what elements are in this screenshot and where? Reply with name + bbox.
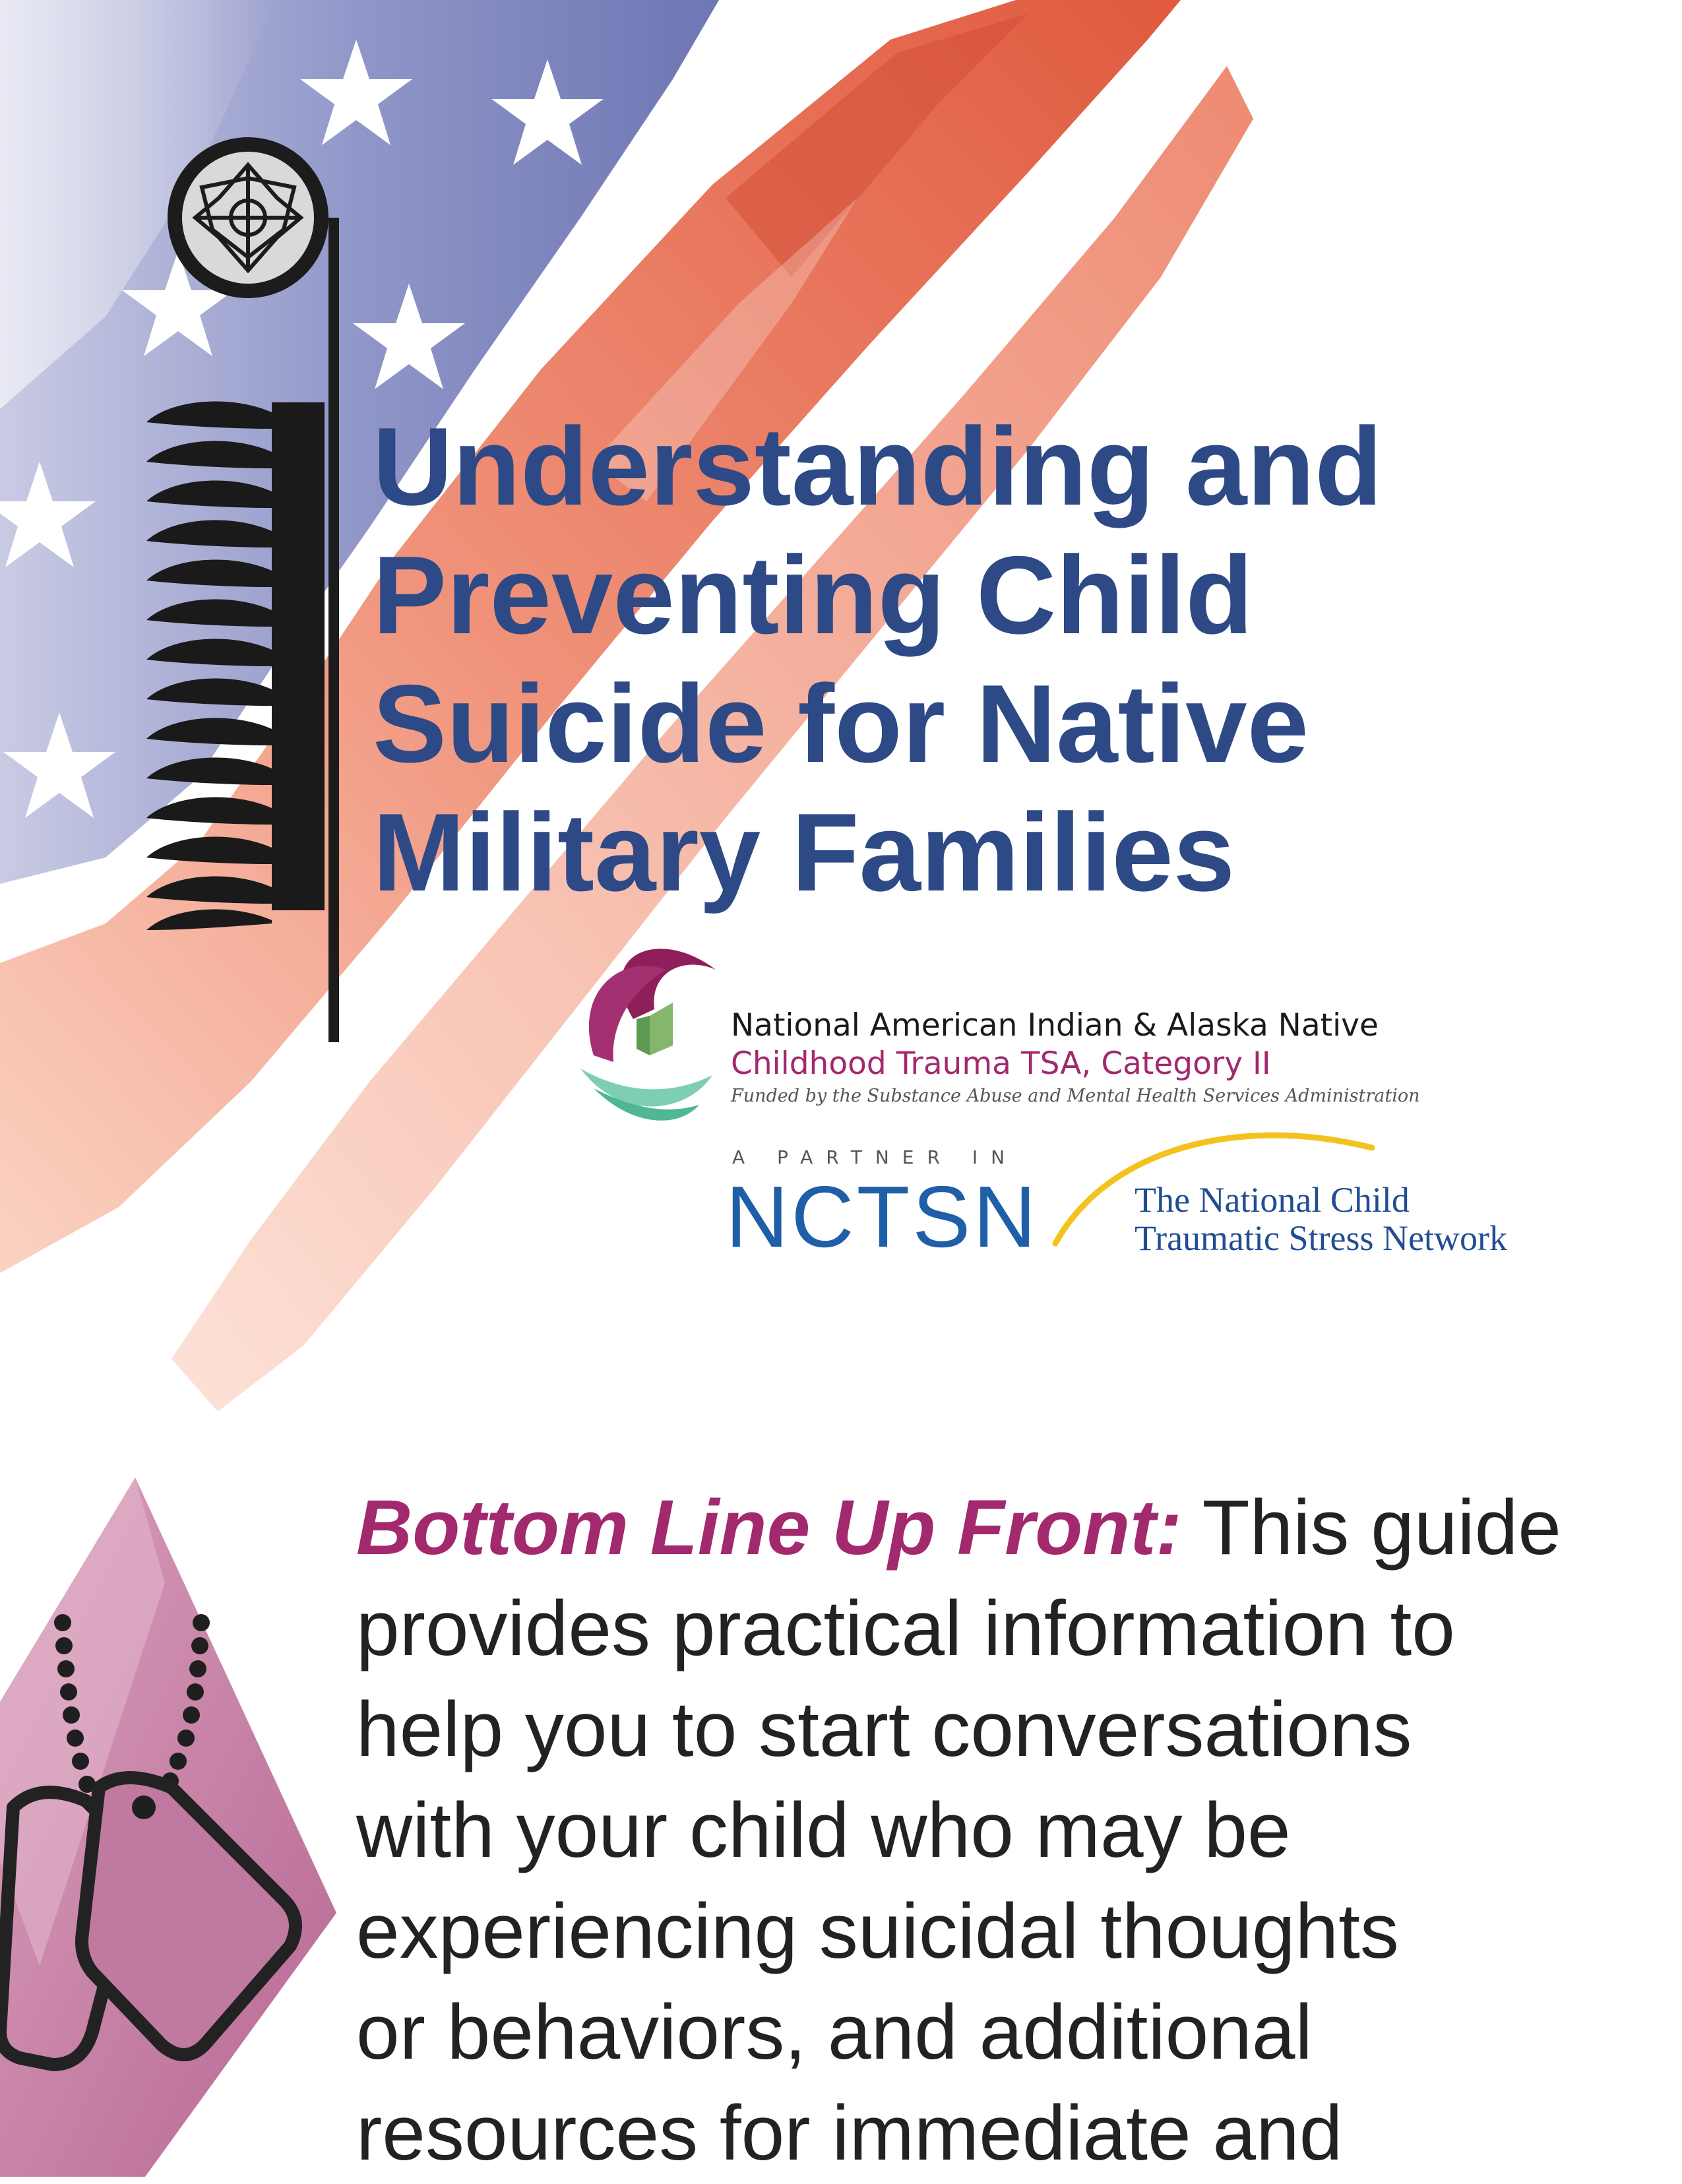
tsa-category: Childhood Trauma TSA, Category II [731, 1045, 1271, 1082]
title-line: Understanding and [373, 404, 1383, 528]
bluf-line: with your child who may be [356, 1787, 1291, 1874]
tsa-funding: Funded by the Substance Abuse and Mental Health Services Administration [731, 1086, 1420, 1106]
partner-tagline: A PARTNER IN [732, 1146, 1018, 1168]
bluf-first-line-rest: This guide [1181, 1484, 1561, 1571]
network-name [1135, 1181, 1507, 1257]
dog-tags-icon [0, 1478, 336, 2177]
network-name-line: The National Child [1135, 1180, 1410, 1220]
bluf-lead: Bottom Line Up Front: [356, 1484, 1182, 1571]
bluf-line: experiencing suicidal thoughts [356, 1888, 1399, 1975]
network-name-line: Traumatic Stress Network [1135, 1218, 1507, 1258]
bluf-line: help you to start conversations [356, 1686, 1412, 1773]
title-line: Military Families [373, 790, 1235, 914]
tsa-credit [731, 1007, 1555, 1109]
page-title [373, 402, 1428, 917]
bluf-paragraph [356, 1478, 1675, 2184]
nctsn-logo-text: NCTSN [726, 1168, 1039, 1265]
title-line: Preventing Child [373, 533, 1253, 657]
title-line: Suicide for Native [373, 662, 1309, 786]
tsa-name: National American Indian & Alaska Native [731, 1007, 1379, 1044]
bluf-line: provides practical information to [356, 1585, 1455, 1672]
bluf-first-line [356, 1478, 1675, 1578]
bluf-line: or behaviors, and additional [356, 1989, 1313, 2076]
bluf-line: resources for immediate and [356, 2090, 1343, 2177]
